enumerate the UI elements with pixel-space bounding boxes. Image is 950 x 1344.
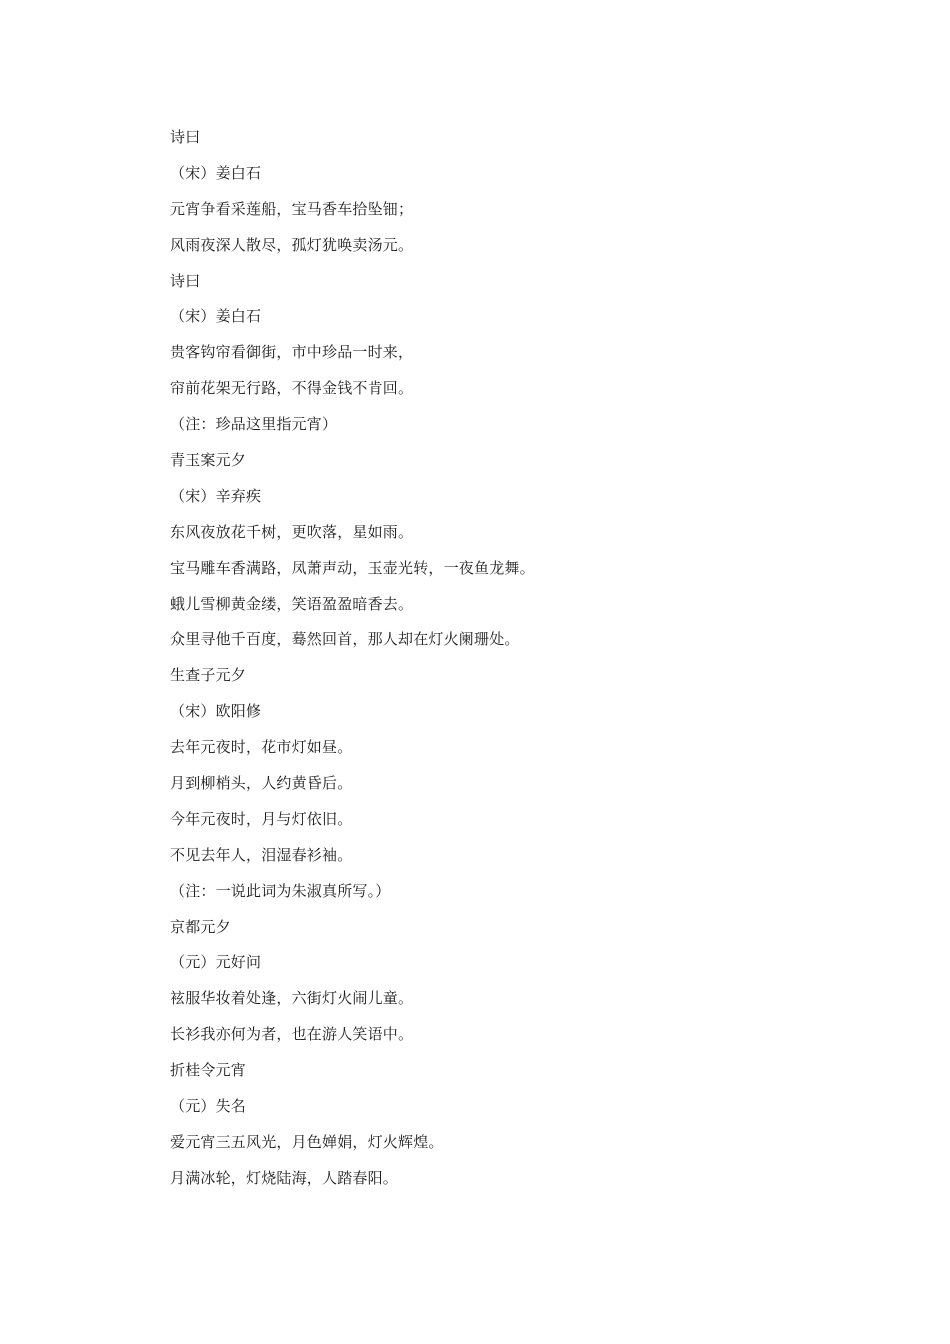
text-line: （元）失名 [170,1097,247,1116]
text-line: （注：珍品这里指元宵） [170,415,338,434]
text-line: （宋）欧阳修 [170,702,262,721]
text-line: 去年元夜时，花市灯如昼。 [170,738,353,757]
text-line: 月到柳梢头，人约黄昏后。 [170,774,353,793]
text-line: （注：一说此词为朱淑真所写。） [170,881,391,900]
text-line: 元宵争看采莲船，宝马香车拾坠钿； [170,199,414,218]
text-line: 青玉案元夕 [170,451,247,470]
text-line: 诗曰 [170,128,201,146]
text-line: 东风夜放花千树，更吹落，星如雨。 [170,522,414,541]
text-line: 众里寻他千百度，蓦然回首，那人却在灯火阑珊处。 [170,630,520,649]
text-line: 爱元宵三五风光，月色婵娟，灯火辉煌。 [170,1132,444,1151]
text-line: 帘前花架无行路，不得金钱不肯回。 [170,379,414,398]
poem-text [170,124,890,1201]
text-line: 贵客钩帘看御街，市中珍品一时来， [170,343,414,362]
text-line: （宋）姜白石 [170,307,262,326]
text-line: 宝马雕车香满路，凤萧声动，玉壶光转，一夜鱼龙舞。 [170,558,535,577]
text-line: 月满冰轮，灯烧陆海，人踏春阳。 [170,1168,399,1187]
text-line: 不见去年人，泪湿春衫袖。 [170,845,353,864]
text-line: （宋）辛弃疾 [170,486,262,505]
text-line: （宋）姜白石 [170,163,262,182]
text-line: 诗曰 [170,271,201,290]
text-line: 京都元夕 [170,917,231,936]
text-line: 风雨夜深人散尽，孤灯犹唤卖汤元。 [170,235,414,254]
text-line: （元）元好问 [170,953,262,972]
text-line: 长衫我亦何为者，也在游人笑语中。 [170,1025,414,1044]
text-line: 今年元夜时，月与灯依旧。 [170,809,353,828]
text-line: 生查子元夕 [170,666,247,685]
text-line: 折桂令元宵 [170,1061,247,1080]
text-line: 蛾儿雪柳黄金缕，笑语盈盈暗香去。 [170,594,414,613]
text-line: 袨服华妆着处逢，六街灯火闹儿童。 [170,989,414,1008]
